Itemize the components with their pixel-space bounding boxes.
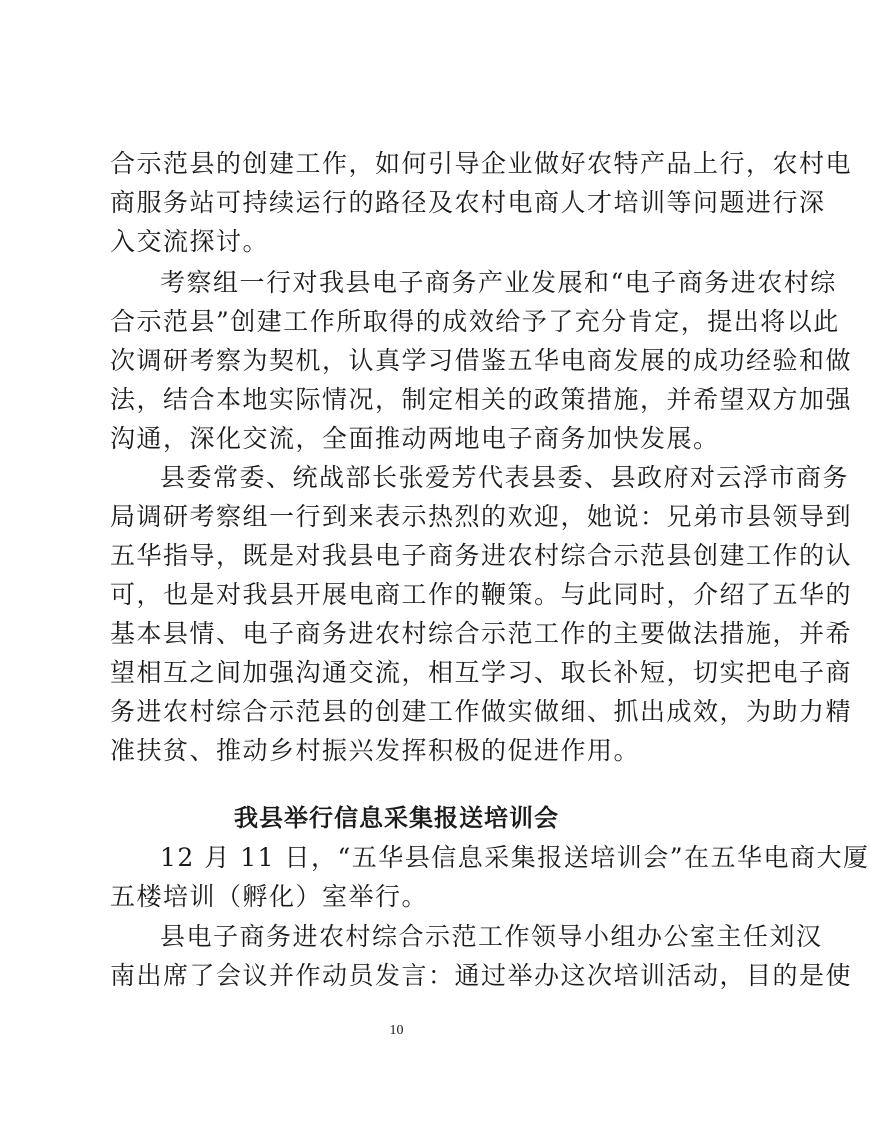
section-heading: 我县举行信息采集报送培训会 <box>234 804 559 832</box>
text-line: 务进农村综合示范县的创建工作做实做细、抓出成效，为助力精 <box>110 697 853 726</box>
text-line: 考察组一行对我县电子商务产业发展和“电子商务进农村综 <box>160 268 837 297</box>
text-line: 可，也是对我县开展电商工作的鞭策。与此同时，介绍了五华的 <box>110 580 853 609</box>
text-line: 沟通，深化交流，全面推动两地电子商务加快发展。 <box>110 424 720 453</box>
text-line: 县电子商务进农村综合示范工作领导小组办公室主任刘汉 <box>160 922 823 951</box>
page-number: 10 <box>389 1023 404 1038</box>
text-line: 局调研考察组一行到来表示热烈的欢迎，她说：兄弟市县领导到 <box>110 502 853 531</box>
paragraph-continuation <box>110 144 853 261</box>
text-line: 五华指导，既是对我县电子商务进农村综合示范县创建工作的认 <box>110 541 853 570</box>
text-line: 法，结合本地实际情况，制定相关的政策措施，并希望双方加强 <box>110 385 853 414</box>
text-line: 合示范县的创建工作，如何引导企业做好农特产品上行，农村电 <box>110 149 853 178</box>
text-line: 商服务站可持续运行的路径及农村电商人才培训等问题进行深 <box>110 188 826 217</box>
paragraph-mobilization-speech <box>110 917 853 995</box>
text-line: 入交流探讨。 <box>110 227 270 256</box>
text-line: 准扶贫、推动乡村振兴发挥积极的促进作用。 <box>110 736 641 765</box>
text-line: 合示范县”创建工作所取得的成效给予了充分肯定，提出将以此 <box>110 307 840 336</box>
paragraph-inspection-affirmation <box>110 263 853 458</box>
text-line: 次调研考察为契机，认真学习借鉴五华电商发展的成功经验和做 <box>110 346 853 375</box>
text-line: 基本县情、电子商务进农村综合示范工作的主要做法措施，并希 <box>110 619 853 648</box>
text-line: 南出席了会议并作动员发言：通过举办这次培训活动，目的是使 <box>110 961 853 990</box>
text-line: 五楼培训（孵化）室举行。 <box>110 882 429 911</box>
text-line: 县委常委、统战部长张爱芳代表县委、县政府对云浮市商务 <box>160 463 850 492</box>
text-line: 望相互之间加强沟通交流，相互学习、取长补短，切实把电子商 <box>110 658 853 687</box>
paragraph-training-date <box>110 838 870 916</box>
text-line: 12 月 11 日，“五华县信息采集报送培训会”在五华电商大厦 <box>160 843 870 872</box>
paragraph-welcome-speech <box>110 458 853 770</box>
